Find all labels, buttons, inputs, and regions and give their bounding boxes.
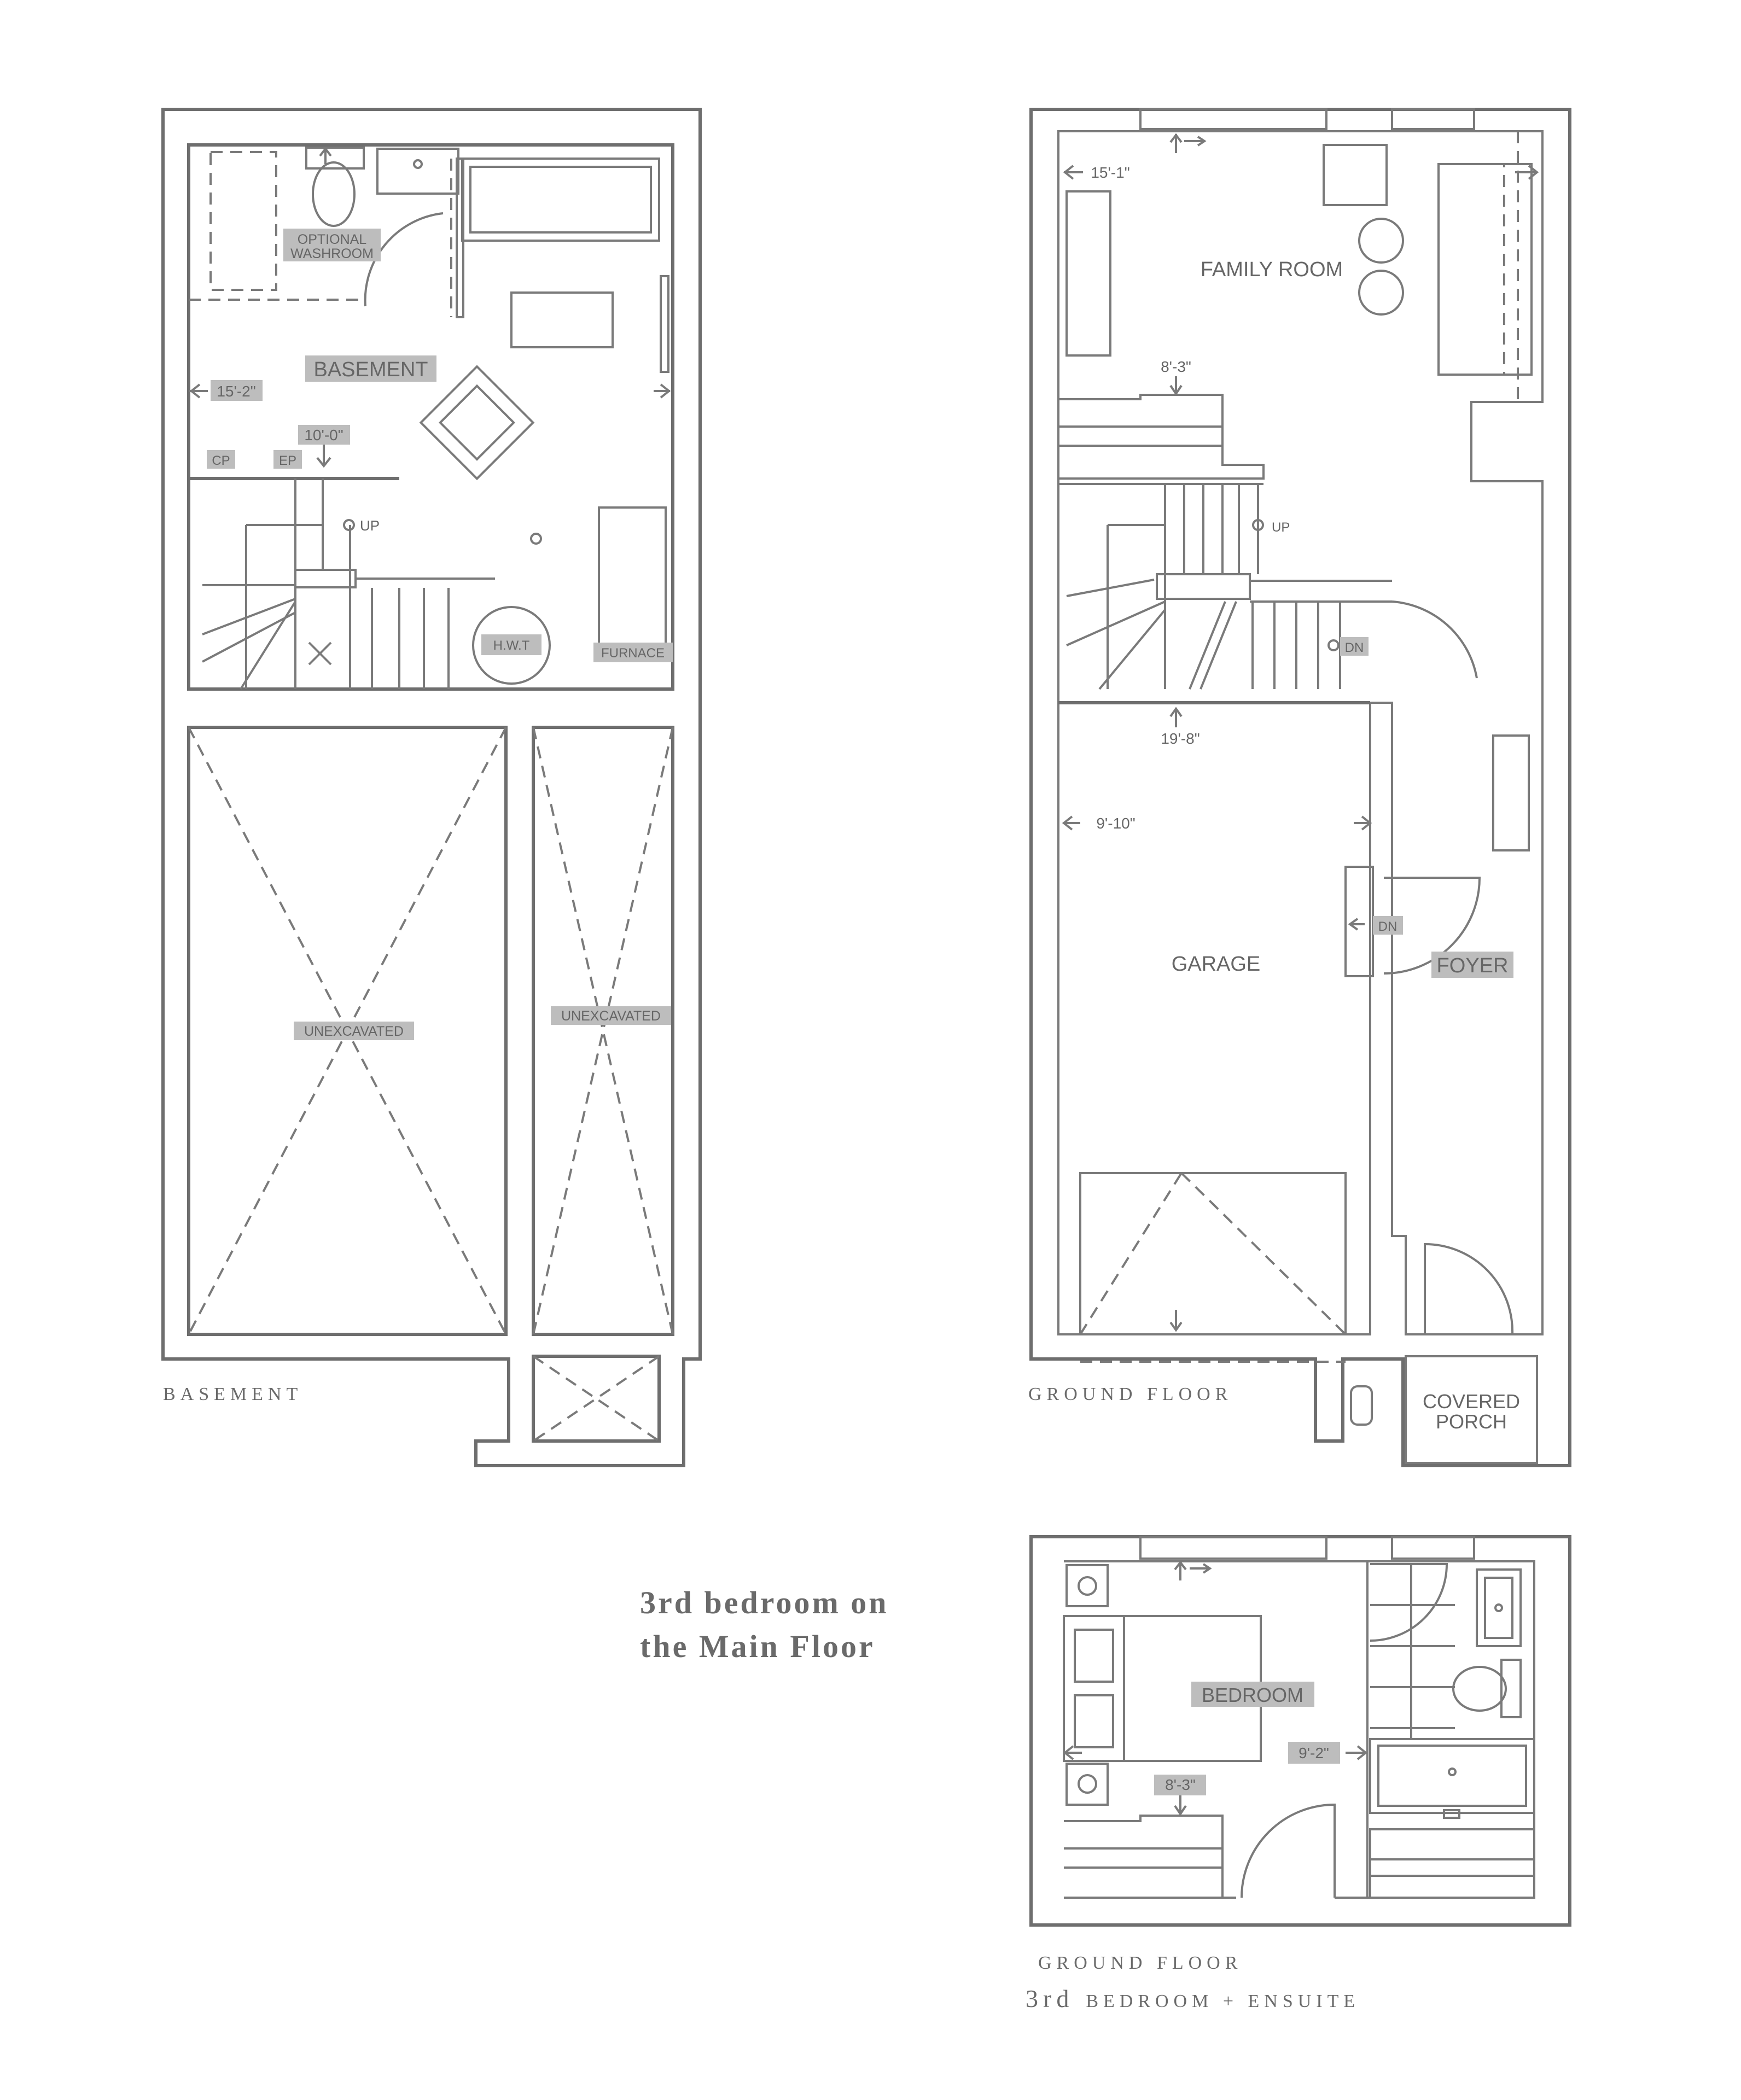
- furnace-unit: [599, 508, 666, 644]
- basement-dimension-lines: [189, 148, 670, 466]
- basement-width-dimension: 15'-2": [217, 383, 256, 400]
- nightstand-top: [1067, 1565, 1108, 1606]
- family-room-depth-dimension: 8'-3": [1161, 358, 1191, 375]
- ensuite-vanity: [1477, 1570, 1521, 1646]
- basement-caption: BASEMENT: [163, 1384, 303, 1404]
- optional-washroom-label-line1: OPTIONAL: [297, 232, 367, 247]
- unexcavated-right-label: UNEXCAVATED: [561, 1008, 661, 1024]
- basement-depth-dimension: 10'-0": [304, 427, 343, 444]
- ground-floor-caption: GROUND FLOOR: [1028, 1384, 1233, 1404]
- porch-door-swing: [1425, 1244, 1512, 1334]
- hwt-label: H.W.T: [493, 638, 530, 653]
- basement-outer-wall: [163, 109, 700, 1466]
- bedroom-option-caption-rest: BEDROOM + ENSUITE: [1086, 1991, 1360, 2011]
- family-room-tv-unit: [1067, 191, 1110, 355]
- furnace-label: FURNACE: [601, 646, 665, 661]
- unexcavated-zone-porch: [533, 1356, 659, 1441]
- family-room-chair: [1324, 145, 1387, 205]
- coffee-table: [511, 293, 613, 347]
- ground-floor-counter: [1058, 395, 1263, 479]
- bedroom-option-caption-line2: [1026, 1985, 1360, 2012]
- garage-label: GARAGE: [1171, 953, 1261, 976]
- family-room-stool-top: [1359, 219, 1403, 262]
- ground-floor-outer-wall: [1031, 109, 1570, 1466]
- cold-cellar-cp-label: CP: [212, 453, 230, 468]
- basement-stair: [189, 479, 495, 689]
- ground-floor-stair: [1058, 484, 1477, 703]
- ensuite-window: [1392, 1537, 1474, 1559]
- ensuite-toilet: [1453, 1667, 1506, 1711]
- foyer-label: FOYER: [1436, 954, 1509, 977]
- bedroom-depth-dimension: 8'-3": [1165, 1776, 1196, 1793]
- garage-depth-dimension: 19'-8": [1161, 730, 1200, 747]
- ground-floor-inner-wall: [1058, 131, 1542, 1334]
- family-room-label: FAMILY ROOM: [1200, 258, 1343, 281]
- bedroom-option-caption-line1: GROUND FLOOR: [1038, 1953, 1243, 1973]
- ground-floor-dimension-lines: [1064, 134, 1537, 930]
- garage-width-dimension: 9'-10": [1096, 815, 1136, 832]
- bed-pillow-top: [1075, 1630, 1113, 1682]
- ground-floor-plan: [1028, 109, 1570, 1466]
- garage-step: [1346, 867, 1373, 976]
- ensuite-door-swing: [1370, 1564, 1447, 1641]
- bedroom-option-caption-number: 3rd: [1026, 1985, 1074, 2012]
- basement-finished-area: [189, 145, 673, 689]
- family-room-window-right: [1392, 109, 1474, 129]
- bedroom-window: [1140, 1537, 1326, 1559]
- nightstand-bottom: [1067, 1764, 1108, 1805]
- covered-porch-label-line2: PORCH: [1435, 1410, 1507, 1433]
- optional-washroom-label-line2: WASHROOM: [290, 246, 374, 261]
- foyer-bench: [1493, 736, 1529, 850]
- third-bedroom-heading-line1: 3rd bedroom on: [640, 1585, 889, 1620]
- electrical-panel-ep-label: EP: [278, 453, 297, 468]
- family-room-width-dimension: 15'-1": [1091, 164, 1130, 181]
- unexcavated-left-label: UNEXCAVATED: [304, 1024, 404, 1039]
- bedroom-option-inner-wall: [1064, 1561, 1534, 1898]
- ensuite-linen: [1370, 1829, 1534, 1898]
- ensuite-toilet-tank: [1501, 1660, 1521, 1717]
- armchair: [421, 366, 533, 479]
- garage-door-opening: [1080, 1173, 1346, 1334]
- unexcavated-zone-right: [533, 727, 673, 1334]
- tv-unit: [661, 276, 668, 372]
- ground-floor-stair-up-label: UP: [1272, 520, 1290, 535]
- family-room-window: [1140, 109, 1326, 129]
- garage-step-down-label: DN: [1378, 919, 1398, 934]
- basement-plan: [163, 109, 700, 1466]
- bedroom-label: BEDROOM: [1201, 1684, 1304, 1706]
- bedroom-closet: [1064, 1816, 1222, 1898]
- third-bedroom-option-plan: [640, 1537, 1570, 2012]
- bed-pillow-bottom: [1075, 1695, 1113, 1747]
- bedroom-width-dimension: 9'-2": [1299, 1745, 1329, 1761]
- basement-room-label: BASEMENT: [313, 358, 428, 381]
- ground-floor-stair-down-label: DN: [1344, 640, 1364, 655]
- third-bedroom-heading-line2: the Main Floor: [640, 1629, 875, 1664]
- bedroom-door-swing: [1242, 1805, 1335, 1898]
- covered-porch-label-line1: COVERED: [1422, 1390, 1521, 1413]
- floor-drain: [531, 534, 541, 544]
- hose-bib: [1351, 1386, 1372, 1425]
- basement-stair-up-label: UP: [360, 517, 380, 534]
- family-room-stool-bottom: [1359, 271, 1403, 314]
